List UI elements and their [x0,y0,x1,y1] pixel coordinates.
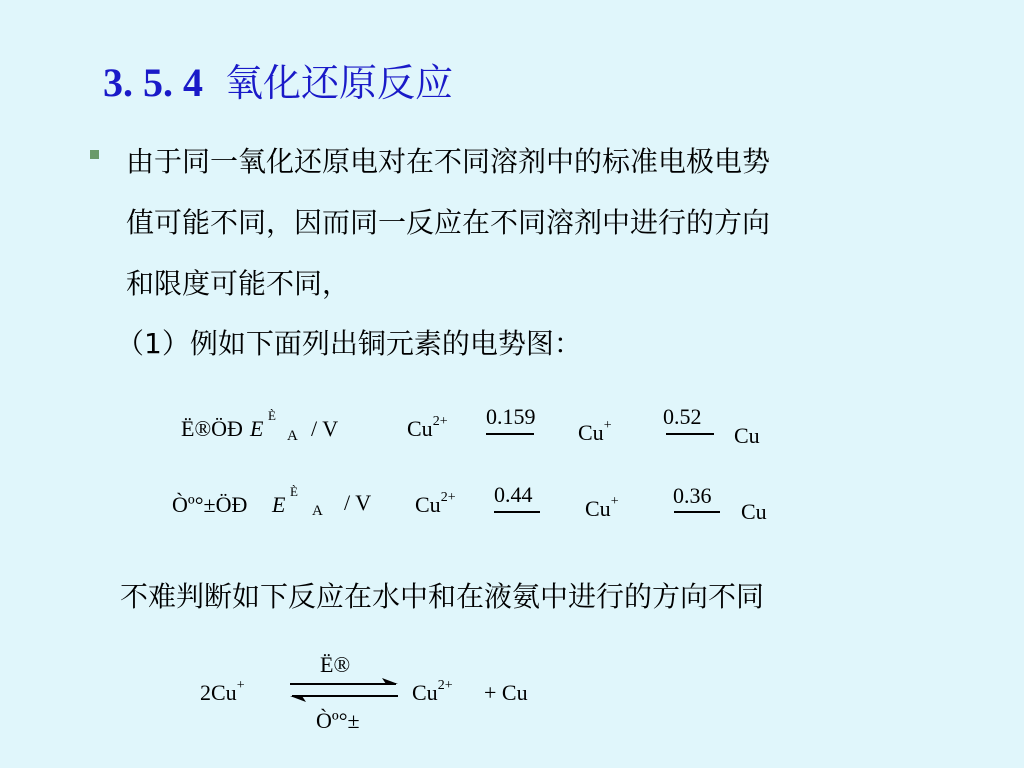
row2-species-cu: Cu [741,499,767,524]
bullet-icon [90,150,99,159]
row1-species-cu1: Cu+ [578,418,612,445]
reaction-left: 2Cu+ [200,678,245,705]
row2-e-symbol: E [272,492,286,517]
reaction-right-cu: + Cu [484,680,528,705]
row1-line-1 [486,433,534,435]
section-title: 氧化还原反应 [225,61,454,105]
row2-potential-1: 0.44 [494,482,533,507]
row1-species-cu: Cu [734,423,760,448]
row1-potential-2: 0.52 [663,404,702,429]
row1-line-2 [666,433,714,435]
page-title [103,52,453,107]
row1-unit: / V [311,416,339,441]
row2-medium-label: Òº°±ÖÐ [172,492,248,517]
row1-species-cu2: $Cu^{2+}$ [407,414,448,441]
row2-standard-sup: È [290,484,298,499]
row2-unit: / V [344,490,372,515]
row2-potential-2: 0.36 [673,483,712,508]
paragraph-line-2: 值可能不同，因而同一反应在不同溶剂中进行的方向 [126,206,771,239]
paragraph-line-1: 由于同一氧化还原电对在不同溶剂中的标准电极电势 [126,145,771,178]
reaction-top-label: Ë® [320,652,351,677]
reaction-right-cu2: $Cu^{2+}$ [412,678,453,705]
row1-sub: A [287,428,298,444]
row2-line-1 [494,511,540,513]
reaction-bottom-label: Òº°± [316,708,360,733]
row1-e-symbol: E [250,416,264,441]
paragraph-line-4: （1）例如下面列出铜元素的电势图： [116,327,582,360]
row2-sub: A [312,503,323,519]
section-number: 3. 5. 4 [103,60,203,105]
row1-medium-label: Ë®ÖÐ [181,416,243,441]
row1-potential-1: 0.159 [486,404,536,429]
note-text: 不难判断如下反应在水中和在液氨中进行的方向不同 [120,580,765,613]
equilibrium-arrows-icon [286,678,402,702]
row1-standard-sup: È [268,408,276,423]
row2-species-cu1: Cu+ [585,494,619,521]
row2-line-2 [674,511,720,513]
row2-species-cu2: $Cu^{2+}$ [415,490,456,517]
paragraph-line-3: 和限度可能不同， [126,267,351,300]
